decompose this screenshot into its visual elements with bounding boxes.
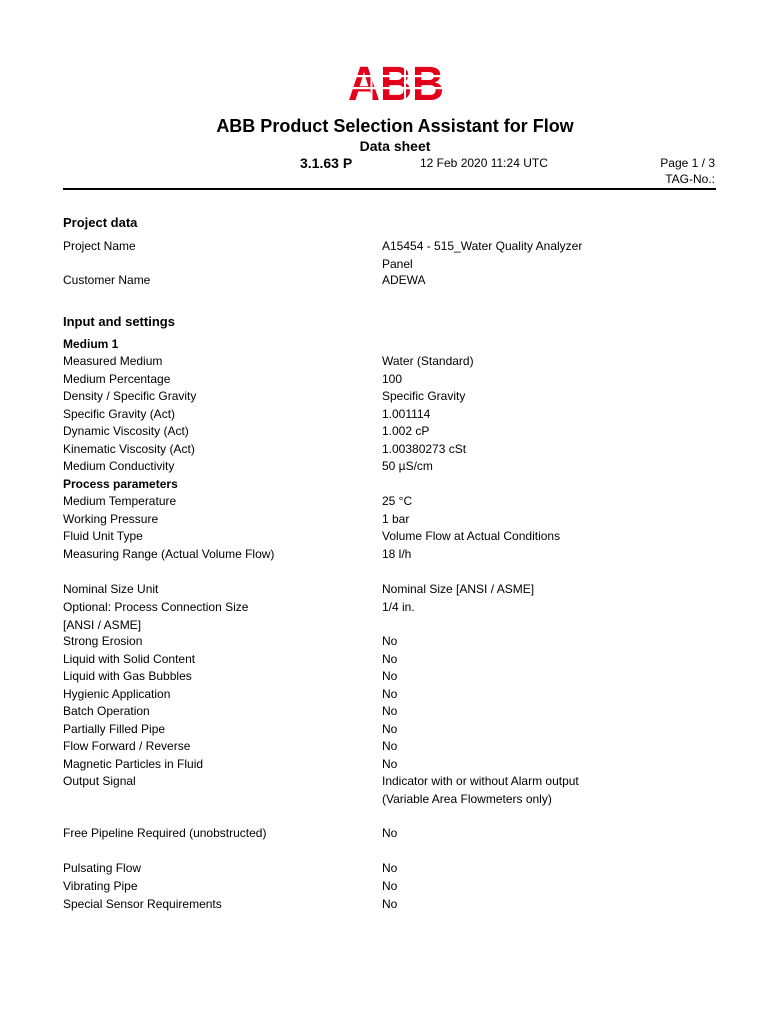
abb-logo-mark [347, 64, 445, 102]
row-value: 1/4 in. [382, 600, 415, 614]
row-label: Density / Specific Gravity [63, 389, 197, 403]
row-value: No [382, 634, 398, 648]
row-value: No [382, 826, 398, 840]
row-value: Specific Gravity [382, 389, 466, 403]
row-value: No [382, 652, 398, 666]
row-value: No [382, 704, 398, 718]
row-value: Volume Flow at Actual Conditions [382, 529, 561, 543]
medium-1-heading: Medium 1 [63, 337, 119, 351]
row-label: Special Sensor Requirements [63, 897, 222, 911]
row-label: Measured Medium [63, 354, 163, 368]
row-label: Pulsating Flow [63, 861, 142, 875]
row-value: 1.002 cP [382, 424, 430, 438]
row-label: Customer Name [63, 273, 151, 287]
row-value: Nominal Size [ANSI / ASME] [382, 582, 535, 596]
process-parameters-heading: Process parameters [63, 477, 178, 491]
row-label: Dynamic Viscosity (Act) [63, 424, 189, 438]
row-label: Measuring Range (Actual Volume Flow) [63, 547, 275, 561]
timestamp: 12 Feb 2020 11:24 UTC [420, 156, 548, 170]
row-label: Medium Percentage [63, 372, 171, 386]
row-value: No [382, 861, 398, 875]
row-value: Indicator with or without Alarm output (Variable Area Flowmeters only) [382, 774, 579, 806]
row-label: Magnetic Particles in Fluid [63, 757, 204, 771]
row-label: Output Signal [63, 774, 136, 788]
row-label: Strong Erosion [63, 634, 143, 648]
row-value: 25 °C [382, 494, 413, 508]
abb-logo [347, 64, 445, 102]
row-value: ADEWA [382, 273, 426, 287]
header-divider [63, 188, 716, 190]
row-label: Medium Temperature [63, 494, 177, 508]
row-label: Free Pipeline Required (unobstructed) [63, 826, 267, 840]
input-settings-heading: Input and settings [63, 314, 175, 329]
row-value: 1.001114 [382, 407, 431, 421]
project-data-heading: Project data [63, 215, 138, 230]
row-value: No [382, 897, 398, 911]
row-value: A15454 - 515_Water Quality Analyzer Panel [382, 239, 583, 271]
row-value: No [382, 669, 398, 683]
row-value: No [382, 739, 398, 753]
row-value: 50 µS/cm [382, 459, 433, 473]
row-label: Vibrating Pipe [63, 879, 138, 893]
row-value: 1 bar [382, 512, 410, 526]
version-label: 3.1.63 P [300, 155, 353, 171]
row-label: Optional: Process Connection Size [ANSI / ASME] [63, 600, 249, 632]
row-label: Hygienic Application [63, 687, 171, 701]
tag-number-label: TAG-No.: [665, 172, 715, 186]
page-number: Page 1 / 3 [660, 156, 715, 170]
row-label: Flow Forward / Reverse [63, 739, 191, 753]
row-label: Liquid with Gas Bubbles [63, 669, 192, 683]
document-title: ABB Product Selection Assistant for Flow [216, 116, 574, 136]
row-label: Partially Filled Pipe [63, 722, 166, 736]
row-label: Fluid Unit Type [63, 529, 143, 543]
row-label: Batch Operation [63, 704, 150, 718]
row-label: Working Pressure [63, 512, 159, 526]
row-label: Specific Gravity (Act) [63, 407, 176, 421]
row-value: No [382, 722, 398, 736]
row-value: Water (Standard) [382, 354, 474, 368]
row-value: 1.00380273 cSt [382, 442, 467, 456]
row-label: Kinematic Viscosity (Act) [63, 442, 195, 456]
row-label: Project Name [63, 239, 136, 253]
row-value: 18 l/h [382, 547, 412, 561]
row-label: Liquid with Solid Content [63, 652, 196, 666]
row-value: No [382, 757, 398, 771]
document-subtitle: Data sheet [359, 138, 431, 154]
row-label: Medium Conductivity [63, 459, 175, 473]
row-value: No [382, 879, 398, 893]
row-label: Nominal Size Unit [63, 582, 159, 596]
row-value: 100 [382, 372, 403, 386]
row-value: No [382, 687, 398, 701]
